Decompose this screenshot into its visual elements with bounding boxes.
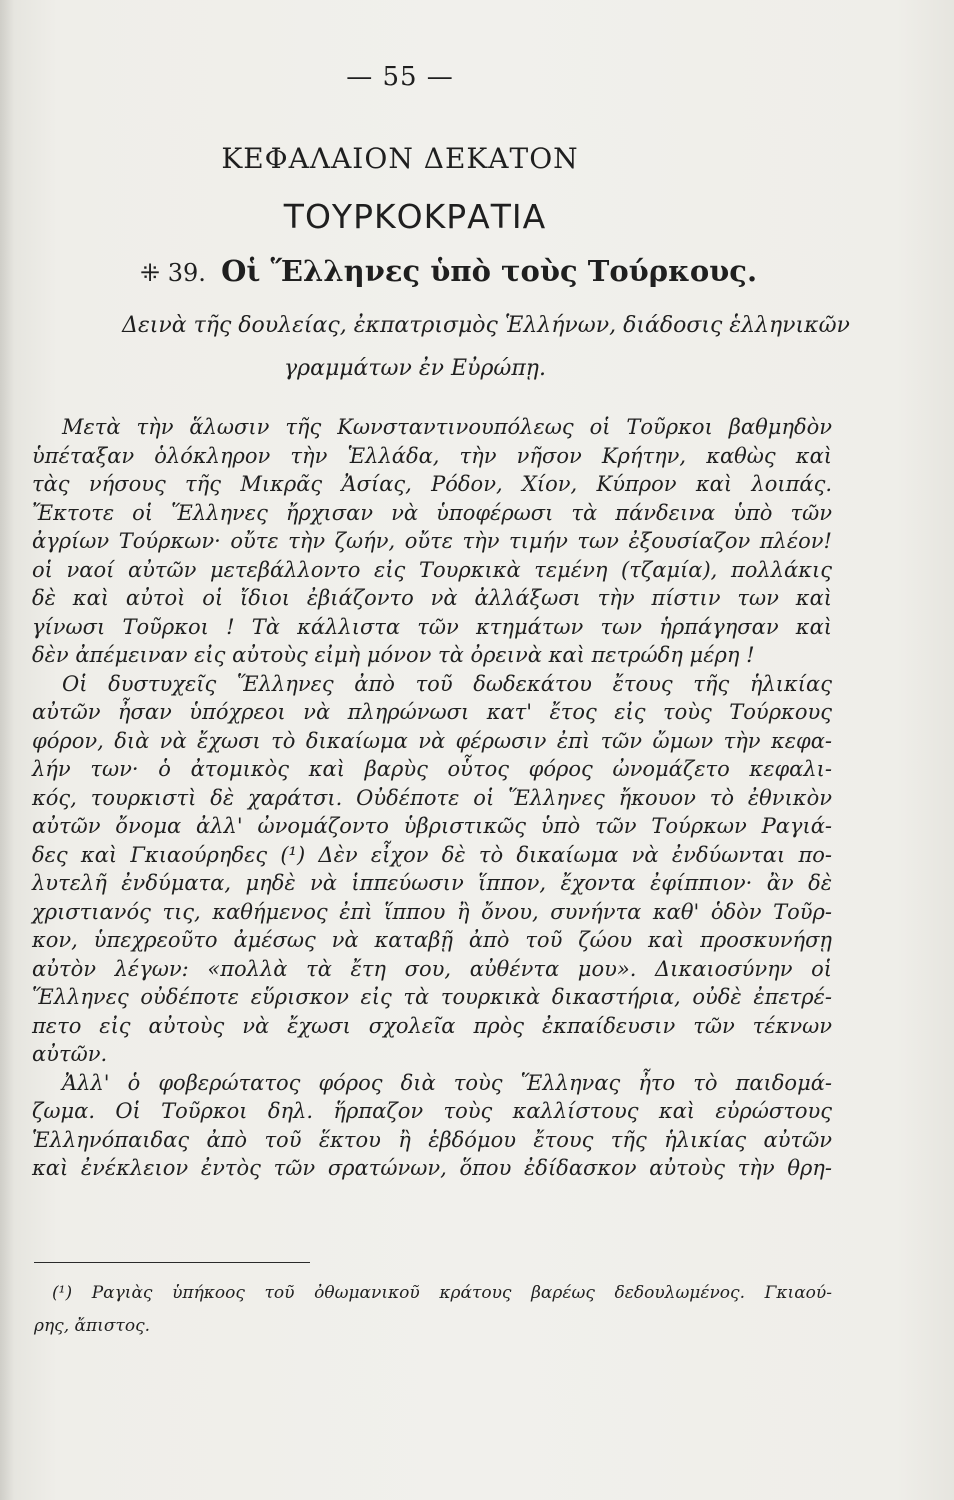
text-line: δὲ καὶ αὐτοὶ οἱ ἴδιοι ἐβιάζοντο νὰ ἀλλάξωσι τὴν πίστιν των καὶ <box>32 586 832 610</box>
section-summary-line: Δεινὰ τῆς δουλείας, ἐκπατρισμὸς Ἑλλήνων, διάδοσις ἑλληνικῶν <box>122 313 850 338</box>
text-line: Οἱ δυστυχεῖς Ἕλληνες ἀπὸ τοῦ δωδεκάτου ἔτους τῆς ἡλικίας <box>62 671 832 696</box>
text-line: Μετὰ τὴν ἅλωσιν τῆς Κωνσταντινουπόλεως οἱ Τοῦρκοι βαθμηδὸν <box>62 415 832 439</box>
text-line: πετο εἰς αὐτοὺς νὰ ἔχωσι σχολεῖα πρὸς ἐκπαίδευσιν τῶν τέκνων <box>32 1013 832 1038</box>
text-line: αὐτῶν. <box>32 1042 108 1066</box>
chapter-heading: ΚΕΦΑΛΑΙΟΝ ΔΕΚΑΤΟΝ <box>221 142 579 175</box>
text-line: ἀγρίων Τούρκων· οὔτε τὴν ζωήν, οὔτε τὴν τιμήν των ἐξουσίαζον πλέον! <box>32 529 832 553</box>
text-line: οἱ ναοί αὐτῶν μετεβάλλοντο εἰς Τουρκικὰ τεμένη (τζαμία), πολλάκις <box>32 557 832 582</box>
text-line: κός, τουρκιστὶ δὲ χαράτσι. Οὐδέποτε οἱ Ἕλληνες ἤκουον τὸ ἐθνικὸν <box>32 785 832 810</box>
chapter-title: ΤΟΥΡΚΟΚΡΑΤΙΑ <box>283 197 547 236</box>
text-line: τὰς νήσους τῆς Μικρᾶς Ἀσίας, Ρόδον, Χίον, Κύπρον καὶ λοιπάς. <box>32 472 832 496</box>
text-line: αὐτῶν ὄνομα ἀλλ' ὠνομάζοντο ὑβριστικῶς ὑπὸ τῶν Τούρκων Ραγιά- <box>32 814 832 838</box>
text-line: Ἀλλ' ὁ φοβερώτατος φόρος διὰ τοὺς Ἕλληνας ἦτο τὸ παιδομά- <box>62 1070 832 1095</box>
text-line: καὶ ἐνέκλειον ἐντὸς τῶν σρατώνων, ὅπου ἐδίδασκον αὐτοὺς τὴν θρη- <box>32 1156 832 1180</box>
text-line: αὐτῶν ἦσαν ὑπόχρεοι νὰ πληρώνωσι κατ' ἔτος εἰς τοὺς Τούρκους <box>32 700 832 724</box>
footnote-divider <box>34 1262 310 1263</box>
section-heading <box>140 254 757 288</box>
text-line: λυτελῆ ἐνδύματα, μηδὲ νὰ ἱππεύωσιν ἵππον, ἔχοντα ἐφίππιον· ἂν δὲ <box>32 871 832 895</box>
section-marker: ⁜ 39. <box>140 259 206 287</box>
text-line: ζωμα. Οἱ Τοῦρκοι δηλ. ἥρπαζον τοὺς καλλίστους καὶ εὐρώστους <box>32 1099 832 1123</box>
footnote-line: ρης, ἄπιστος. <box>34 1316 150 1336</box>
text-line: γίνωσι Τοῦρκοι ! Τὰ κάλλιστα τῶν κτημάτων των ἡρπάγησαν καὶ <box>32 614 832 639</box>
text-line: δες καὶ Γκιαούρηδες (¹) Δὲν εἶχον δὲ τὸ δικαίωμα νὰ ἐνδύωνται πο- <box>32 842 832 867</box>
page-number: — 55 — <box>346 62 454 92</box>
footnote-line: (¹) Ραγιὰς ὑπήκοος τοῦ ὀθωμανικοῦ κράτους βαρέως δεδουλωμένος. Γκιαού- <box>52 1283 832 1303</box>
text-line: λήν των· ὁ ἀτομικὸς καὶ βαρὺς οὗτος φόρος ὠνομάζετο κεφαλι- <box>32 757 832 781</box>
text-line: Ἔκτοτε οἱ Ἕλληνες ἤρχισαν νὰ ὑποφέρωσι τὰ πάνδεινα ὑπὸ τῶν <box>32 500 832 525</box>
text-line: Ἑλληνόπαιδας ἀπὸ τοῦ ἕκτου ἢ ἑβδόμου ἔτους τῆς ἡλικίας αὐτῶν <box>32 1127 832 1152</box>
text-line: Ἕλληνες οὐδέποτε εὕρισκον εἰς τὰ τουρκικὰ δικαστήρια, οὐδὲ ἐπετρέ- <box>32 985 832 1009</box>
text-line: φόρον, διὰ νὰ ἔχωσι τὸ δικαίωμα νὰ φέρωσιν ἐπὶ τῶν ὤμων τὴν κεφα- <box>32 728 832 753</box>
text-line: κον, ὑπεχρεοῦτο ἀμέσως νὰ καταβῇ ἀπὸ τοῦ ζώου καὶ προσκυνήσῃ <box>32 928 832 952</box>
footnote <box>34 1277 832 1343</box>
section-summary-line: γραμμάτων ἐν Εὐρώπῃ. <box>284 356 546 381</box>
text-line: δὲν ἀπέμειναν εἰς αὐτοὺς εἰμὴ μόνον τὰ ὀρεινὰ καὶ πετρώδη μέρη ! <box>32 643 755 667</box>
body-text <box>32 413 832 1183</box>
text-line: αὐτὸν λέγων: «πολλὰ τὰ ἔτη σου, αὐθέντα μου». Δικαιοσύνην οἱ <box>32 956 832 981</box>
text-line: ὑπέταξαν ὁλόκληρον τὴν Ἑλλάδα, τὴν νῆσον Κρήτην, καθὼς καὶ <box>32 443 832 468</box>
section-title: Οἱ Ἕλληνες ὑπὸ τοὺς Τούρκους. <box>221 254 758 288</box>
text-line: χριστιανός τις, καθήμενος ἐπὶ ἵππου ἢ ὄνου, συνήντα καθ' ὁδὸν Τοῦρ- <box>32 899 832 924</box>
